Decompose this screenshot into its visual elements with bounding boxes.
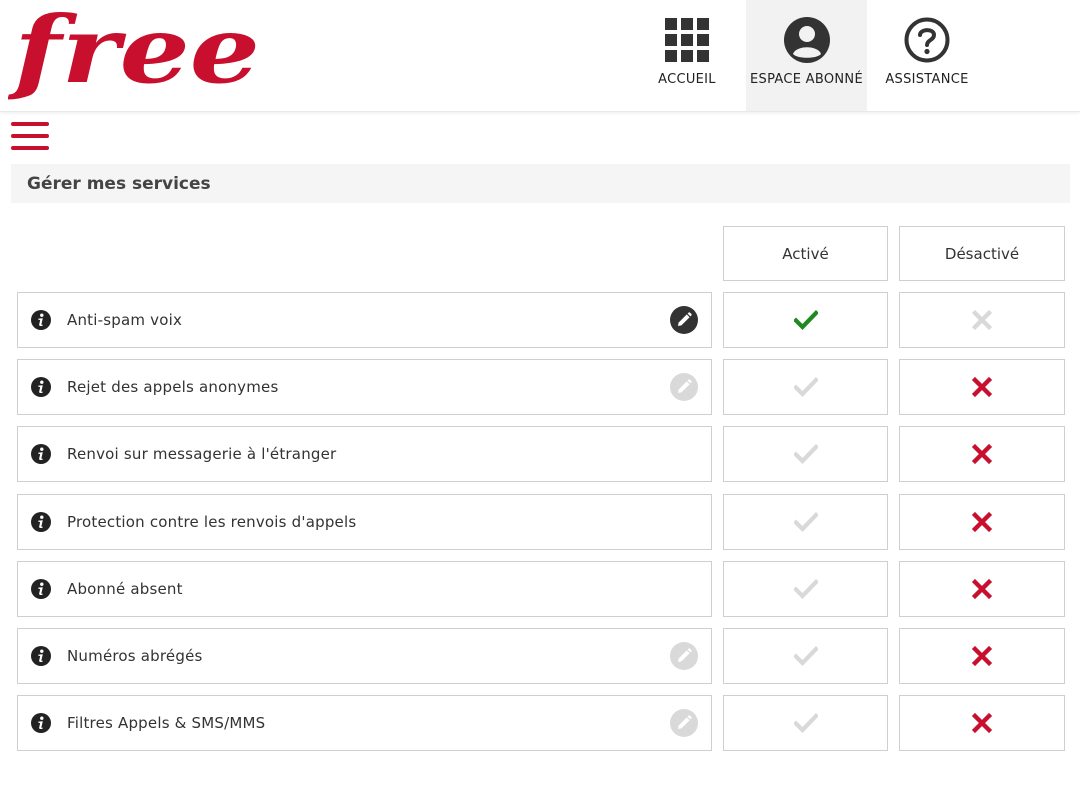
cross-icon	[972, 512, 992, 532]
info-icon[interactable]	[31, 713, 51, 733]
nav-assistance-label: ASSISTANCE	[885, 72, 969, 87]
hamburger-line	[11, 146, 49, 150]
cross-icon	[972, 310, 992, 330]
info-icon[interactable]	[31, 377, 51, 397]
activate-toggle[interactable]	[723, 426, 888, 482]
check-icon	[794, 512, 818, 532]
nav-espace-abonne-label: ESPACE ABONNÉ	[750, 72, 863, 87]
edit-icon	[670, 709, 698, 737]
service-name: Protection contre les renvois d'appels	[67, 512, 357, 531]
deactivate-toggle[interactable]	[899, 292, 1065, 348]
deactivate-toggle[interactable]	[899, 561, 1065, 617]
column-header-inactive: Désactivé	[899, 226, 1065, 281]
table-row	[0, 628, 1080, 695]
deactivate-toggle[interactable]	[899, 426, 1065, 482]
info-icon[interactable]	[31, 579, 51, 599]
service-name-cell	[17, 426, 712, 482]
edit-icon[interactable]	[670, 306, 698, 334]
table-row	[0, 426, 1080, 493]
service-name: Filtres Appels & SMS/MMS	[67, 714, 266, 733]
service-name: Rejet des appels anonymes	[67, 378, 279, 397]
section-header	[11, 164, 1070, 203]
info-icon[interactable]	[31, 646, 51, 666]
cross-icon	[972, 713, 992, 733]
table-row	[0, 292, 1080, 359]
activate-toggle[interactable]	[723, 494, 888, 550]
table-row	[0, 695, 1080, 762]
service-name-cell	[17, 494, 712, 550]
info-icon[interactable]	[31, 310, 51, 330]
edit-icon	[670, 373, 698, 401]
check-icon	[794, 579, 818, 599]
top-header	[0, 0, 1080, 112]
activate-toggle[interactable]	[723, 561, 888, 617]
deactivate-toggle[interactable]	[899, 359, 1065, 415]
free-logo[interactable]	[8, 0, 268, 104]
hamburger-line	[11, 134, 49, 138]
deactivate-toggle[interactable]	[899, 695, 1065, 751]
cross-icon	[972, 579, 992, 599]
hamburger-line	[11, 122, 49, 126]
check-icon	[794, 377, 818, 397]
service-name-cell	[17, 695, 712, 751]
service-name: Numéros abrégés	[67, 646, 203, 665]
nav-accueil-label: ACCUEIL	[658, 72, 716, 87]
service-name-cell	[17, 628, 712, 684]
check-icon	[794, 444, 818, 464]
hamburger-menu-icon[interactable]	[11, 122, 49, 150]
activate-toggle[interactable]	[723, 695, 888, 751]
section-title: Gérer mes services	[27, 173, 211, 194]
service-name: Anti-spam voix	[67, 311, 183, 329]
nav-espace-abonne[interactable]	[746, 0, 867, 111]
cross-icon	[972, 444, 992, 464]
deactivate-toggle[interactable]	[899, 494, 1065, 550]
table-row	[0, 494, 1080, 561]
nav-accueil[interactable]	[648, 0, 726, 111]
deactivate-toggle[interactable]	[899, 628, 1065, 684]
table-row	[0, 561, 1080, 628]
service-name-cell	[17, 561, 712, 617]
activate-toggle[interactable]	[723, 359, 888, 415]
column-header-active: Activé	[723, 226, 888, 281]
nav-assistance[interactable]	[879, 0, 975, 111]
activate-toggle[interactable]	[723, 292, 888, 348]
service-name-cell	[17, 292, 712, 348]
info-icon[interactable]	[31, 444, 51, 464]
check-icon	[794, 310, 818, 330]
logo-text: free	[8, 0, 261, 104]
cross-icon	[972, 646, 992, 666]
cross-icon	[972, 377, 992, 397]
activate-toggle[interactable]	[723, 628, 888, 684]
user-circle-icon	[784, 17, 830, 63]
table-row	[0, 359, 1080, 426]
question-circle-icon	[904, 17, 950, 63]
check-icon	[794, 713, 818, 733]
check-icon	[794, 646, 818, 666]
free-logo-mark	[8, 0, 268, 104]
service-name-cell	[17, 359, 712, 415]
services-table	[0, 292, 1080, 762]
service-name: Renvoi sur messagerie à l'étranger	[67, 445, 337, 464]
info-icon[interactable]	[31, 512, 51, 532]
grid-icon	[664, 17, 710, 63]
edit-icon	[670, 642, 698, 670]
service-name: Abonné absent	[67, 579, 183, 598]
